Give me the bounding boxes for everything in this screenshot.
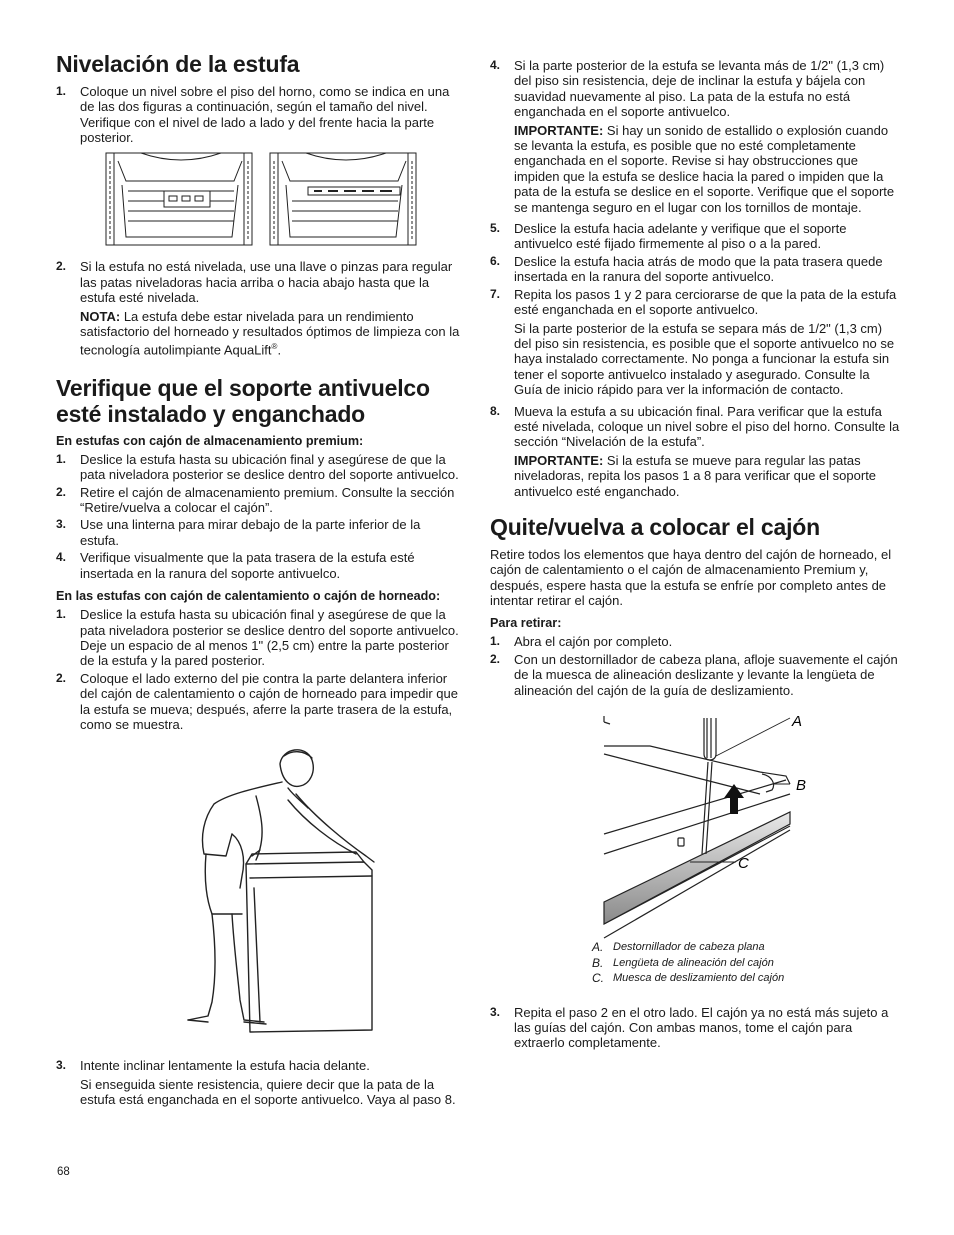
caption (592, 956, 900, 972)
list-item (490, 287, 900, 318)
step-number: 2. (56, 259, 67, 274)
caption (592, 940, 900, 956)
step-text: Deslice la estufa hasta su ubicación final y asegúrese de que la pata niveladora posterior se deslice dentro del soporte antivuelco. Deje un espacio de al menos 1" (2,5 cm) entre la parte posterior de la estufa y la pared posterior. (80, 607, 459, 669)
list-item (56, 607, 460, 669)
step-text: Abra el cajón por completo. (514, 634, 673, 650)
step-text: Mueva la estufa a su ubicación final. Para verificar que la estufa esté nivelada, coloque un nivel sobre el piso del horno. Consulte la sección “Nivelación de la estufa”. (514, 403, 900, 450)
step-text: Con un destornillador de cabeza plana, afloje suavemente el cajón de la muesca de alineación deslizante y levante la lengüeta de alineación del cajón de la guía de deslizamiento. (514, 651, 898, 698)
nota-label: NOTA: (80, 308, 121, 324)
list-item (56, 485, 460, 516)
step-text: Repita los pasos 1 y 2 para cerciorarse de que la pata de la estufa esté enganchada en el soporte antivuelco. (514, 286, 897, 318)
step-text: Verifique visualmente que la pata trasera de la estufa esté insertada en la ranura del soporte antivuelco. (80, 550, 415, 581)
list-item (490, 652, 900, 698)
man-tilting-range-illustration (56, 738, 460, 1048)
label-b: B (796, 777, 807, 795)
caption-letter: B. (592, 955, 604, 970)
step-number: 1. (490, 634, 501, 649)
section-title-soporte: Verifique que el soporte antivuelco esté instalado y enganchado (56, 375, 430, 427)
section-title-cajon: Quite/vuelva a colocar el cajón (490, 513, 820, 540)
step-number: 4. (490, 58, 501, 72)
nota-paragraph (80, 309, 460, 359)
nota-text: La estufa debe estar nivelada para un rendimiento satisfactorio del horneado y resultados óptimos de limpieza con la tecnología autolimpiante AquaLift (80, 308, 460, 358)
list-item (56, 84, 460, 146)
registered-mark: ® (271, 342, 278, 352)
importante-text: Si hay un sonido de estallido o explosión cuando se levanta la estufa, es posible que no esté completamente enganchada en el soporte. Revise si hay obstrucciones que impiden que la estufa se deslice hacia la pared o impiden que la pata de la estufa se deslice en el soporte. Verifique que el soporte se mantenga seguro en el lugar con los tornillos de montaje. (514, 122, 895, 215)
importante-label: IMPORTANTE: (514, 122, 604, 138)
importante-note (514, 453, 900, 499)
page-number: 68 (57, 1166, 70, 1178)
step-text: Use una linterna para mirar debajo de la parte inferior de la estufa. (80, 517, 421, 548)
step-text: Deslice la estufa hasta su ubicación final y asegúrese de que la pata niveladora posterior se deslice dentro del soporte antivuelco. (80, 451, 459, 483)
list-item (490, 221, 900, 252)
intro-paragraph: Retire todos los elementos que haya dentro del cajón de horneado, el cajón de calentamiento o el cajón de almacenamiento Premium y, después, espere hasta que la estufa se enfríe por completo antes de intentar retirar el cajón. (490, 546, 892, 608)
step-number: 4. (56, 550, 67, 565)
step-number: 5. (490, 221, 501, 236)
caption-text: Destornillador de cabeza plana (613, 941, 765, 954)
caption-text: Muesca de deslizamiento del cajón (613, 972, 785, 985)
step-text: Coloque el lado externo del pie contra la parte delantera inferior del cajón de calentamiento o cajón de horneado para impedir que la estufa se mueva; después, aferre la parte trasera de la estufa, como se muestra. (80, 670, 458, 732)
step-text: Coloque un nivel sobre el piso del horno, como se indica en una de las dos figuras a continuación, según el tamaño del nivel. Verifique con el nivel de lado a lado y del frente hacia la parte posterior. (80, 83, 450, 145)
subheading-para-retirar: Para retirar: (490, 616, 562, 631)
figure-captions (592, 940, 900, 987)
list-item (56, 671, 460, 733)
step-text: Deslice la estufa hacia adelante y verifique que el soporte antivuelco esté fijado firmemente al piso o a la pared. (514, 221, 847, 252)
step-number: 2. (56, 484, 67, 499)
step-number: 7. (490, 286, 501, 301)
importante-note (514, 123, 900, 215)
step-text: Si la parte posterior de la estufa se levanta más de 1/2" (1,3 cm) del piso sin resistencia, deje de inclinar la estufa y bájela con suavidad nuevamente al piso. La pata de la estufa no está enganchada en el soporte antivuelco. (514, 58, 885, 120)
step-number: 3. (490, 1004, 501, 1019)
step-text: Deslice la estufa hacia atrás de modo que la pata trasera quede insertada en la ranura del soporte antivuelco. (514, 253, 883, 285)
importante-label: IMPORTANTE: (514, 452, 604, 468)
step-text: Retire el cajón de almacenamiento premium. Consulte la sección “Retire/vuelva a colocar el cajón”. (80, 484, 455, 515)
list-item (490, 254, 900, 285)
label-c: C (738, 855, 749, 873)
step-number: 1. (56, 451, 67, 466)
step-number: 3. (56, 517, 67, 532)
step-number: 1. (56, 607, 67, 622)
step-number: 3. (56, 1058, 67, 1073)
right-column (490, 58, 900, 1053)
step-number: 2. (490, 651, 501, 666)
importante-text: Si la estufa se mueve para regular las patas niveladoras, repita los pasos 1 a 8 para verificar que el soporte antivuelco esté enganchado. (514, 452, 877, 499)
step-text: Repita el paso 2 en el otro lado. El cajón ya no está más sujeto a las guías del cajón. Con ambas manos, tome el cajón para extraerlo completamente. (514, 1004, 889, 1051)
step7-note: Si la parte posterior de la estufa se separa más de 1/2" (1,3 cm) del piso sin resistencia, es posible que el soporte antivuelco no se haya instalado correctamente. No ponga a funcionar la estufa sin tener el soporte antivuelco instalado y asegurado. Consulte la Guía de inicio rápido para ver la información de contacto. (514, 320, 895, 398)
list-item (490, 634, 900, 649)
list-item (56, 1058, 460, 1073)
step-text: Intente inclinar lentamente la estufa hacia delante. (80, 1058, 370, 1074)
list-item (56, 452, 460, 483)
nota-end: . (277, 342, 282, 358)
list-item (56, 259, 460, 305)
section-title-nivelacion: Nivelación de la estufa (56, 51, 300, 77)
step3-note: Si enseguida siente resistencia, quiere decir que la pata de la estufa está enganchada en el soporte antivuelco. Vaya al paso 8. (80, 1076, 456, 1108)
caption-letter: A. (592, 940, 604, 955)
label-a: A (792, 714, 803, 731)
caption-letter: C. (592, 971, 604, 986)
left-column (56, 52, 460, 1114)
step-number: 2. (56, 670, 67, 685)
list-item (56, 550, 460, 581)
oven-level-figure (56, 151, 460, 249)
caption (592, 971, 900, 987)
step-text: Si la estufa no está nivelada, use una llave o pinzas para regular las patas niveladoras hacia arriba o hacia abajo hasta que la estufa esté nivelada. (80, 259, 453, 306)
subheading-premium: En estufas con cajón de almacenamiento premium: (56, 433, 364, 448)
caption-text: Lengüeta de alineación del cajón (613, 956, 774, 969)
drawer-removal-figure (490, 714, 900, 944)
subheading-calentamiento: En las estufas con cajón de calentamiento o cajón de horneado: (56, 589, 441, 603)
list-item (490, 404, 900, 450)
step-number: 1. (56, 83, 67, 98)
list-item (56, 517, 460, 548)
list-item (490, 58, 900, 120)
step-number: 6. (490, 253, 501, 268)
list-item (490, 1005, 900, 1051)
step-number: 8. (490, 403, 501, 418)
